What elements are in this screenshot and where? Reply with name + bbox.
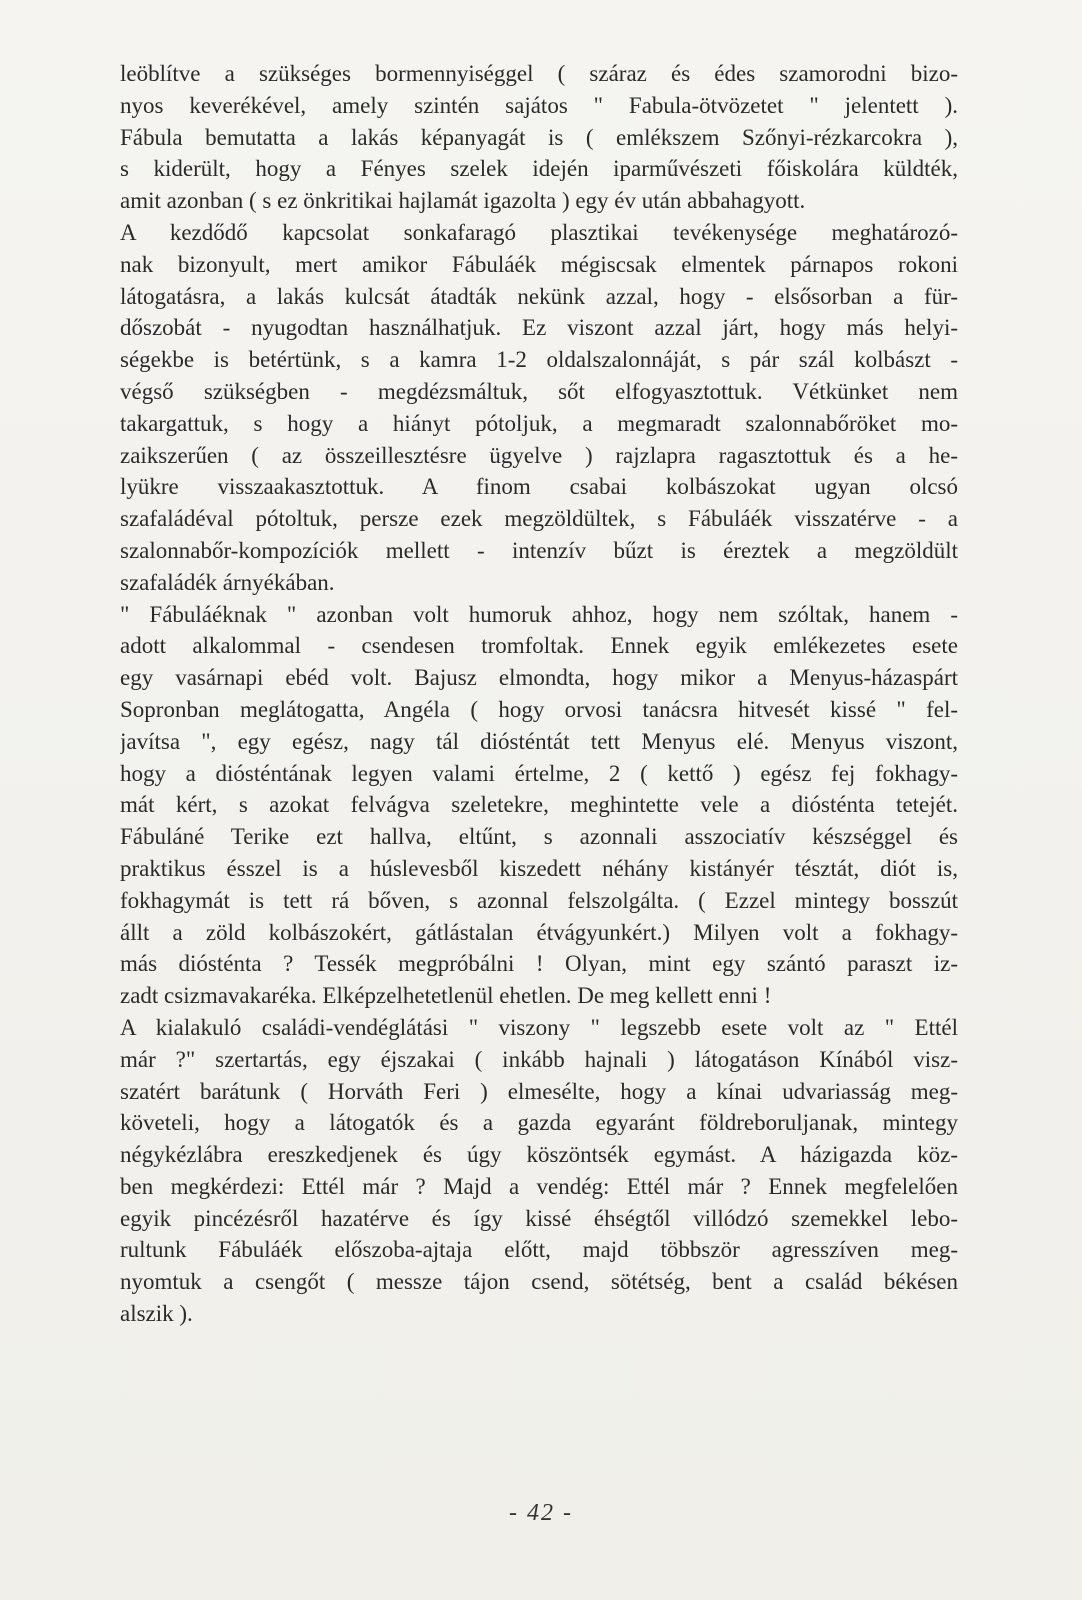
text-line: fokhagymát is tett rá bőven, s azonnal felszolgálta. ( Ezzel mintegy bosszút: [120, 887, 958, 913]
text-line: takargattuk, s hogy a hiányt pótoljuk, a megmaradt szalonnabőröket mo-: [120, 410, 958, 436]
text-line: adott alkalommal - csendesen tromfoltak. Ennek egyik emlékezetes esete: [120, 633, 958, 659]
text-line: dőszobát - nyugodtan használhatjuk. Ez viszont azzal járt, hogy más helyi-: [120, 315, 958, 341]
text-line: zadt csizmavakaréka. Elképzelhetetlenül ehetlen. De meg kellett enni !: [120, 983, 772, 1009]
text-line: szafaládék árnyékában.: [120, 569, 335, 595]
text-line: A kezdődő kapcsolat sonkafaragó plasztikai tevékenysége meghatározó-: [120, 219, 958, 245]
text-line: követeli, hogy a látogatók és a gazda egyaránt földreboruljanak, mintegy: [120, 1110, 958, 1136]
text-line: zaikszerűen ( az összeillesztésre ügyelve ) rajzlapra ragasztottuk és a he-: [120, 442, 958, 468]
text-line: nyos keverékével, amely szintén sajátos " Fabula-ötvözetet " jelentett ).: [120, 92, 958, 118]
text-line: egy vasárnapi ebéd volt. Bajusz elmondta, hogy mikor a Menyus-házaspárt: [120, 665, 958, 691]
text-line: javítsa ", egy egész, nagy tál diósténtát tett Menyus elé. Menyus viszont,: [120, 728, 958, 754]
page-number: - 42 -: [509, 1500, 573, 1526]
text-line: állt a zöld kolbászokért, gátlástalan étvágyunkért.) Milyen volt a fokhagy-: [120, 919, 958, 945]
text-line: négykézlábra ereszkedjenek és úgy köszöntsék egymást. A házigazda köz-: [120, 1142, 958, 1168]
text-line: leöblítve a szükséges bormennyiséggel ( száraz és édes szamorodni bizo-: [120, 61, 958, 86]
text-line: Fábuláné Terike ezt hallva, eltűnt, s azonnali asszociatív készséggel és: [120, 824, 958, 850]
body-text: [120, 58, 958, 1330]
text-line: szafaládéval pótoltuk, persze ezek megzöldültek, s Fábuláék visszatérve - a: [120, 506, 958, 532]
text-line: alszik ).: [120, 1301, 193, 1327]
text-line: nak bizonyult, mert amikor Fábuláék mégiscsak elmentek párnapos rokoni: [120, 251, 958, 277]
text-line: szatért barátunk ( Horváth Feri ) elmesélte, hogy a kínai udvariasság meg-: [120, 1078, 958, 1104]
text-line: ségekbe is betértünk, s a kamra 1-2 oldalszalonnáját, s pár szál kolbászt -: [120, 347, 958, 373]
text-line: nyomtuk a csengőt ( messze tájon csend, sötétség, bent a család békésen: [120, 1269, 958, 1295]
text-line: végső szükségben - megdézsmáltuk, sőt elfogyasztottuk. Vétkünket nem: [120, 378, 958, 404]
text-line: Fábula bemutatta a lakás képanyagát is ( emlékszem Szőnyi-rézkarcokra ),: [120, 124, 958, 150]
text-line: más diósténta ? Tessék megpróbálni ! Olyan, mint egy szántó paraszt iz-: [120, 951, 958, 977]
text-line: Sopronban meglátogatta, Angéla ( hogy orvosi tanácsra hitvesét kissé " fel-: [120, 696, 958, 722]
text-line: praktikus ésszel is a húslevesből kiszedett néhány kistányér tésztát, diót is,: [120, 855, 958, 881]
text-line: mát kért, s azokat felvágva szeletekre, meghintette vele a diósténta tetejét.: [120, 792, 958, 818]
text-line: szalonnabőr-kompozíciók mellett - intenzív bűzt is éreztek a megzöldült: [120, 537, 958, 563]
text-line: lyükre visszaakasztottuk. A finom csabai kolbászokat ugyan olcsó: [120, 474, 958, 500]
text-line: " Fábuláéknak " azonban volt humoruk ahhoz, hogy nem szóltak, hanem -: [120, 601, 958, 627]
text-line: ben megkérdezi: Ettél már ? Majd a vendég: Ettél már ? Ennek megfelelően: [120, 1173, 958, 1199]
text-line: rultunk Fábuláék előszoba-ajtaja előtt, majd többször agresszíven meg-: [120, 1237, 958, 1263]
text-line: s kiderült, hogy a Fényes szelek idején iparművészeti főiskolára küldték,: [120, 156, 958, 182]
text-line: már ?" szertartás, egy éjszakai ( inkább hajnali ) látogatáson Kínából visz-: [120, 1046, 958, 1072]
text-line: A kialakuló családi-vendéglátási " viszony " legszebb esete volt az " Ettél: [120, 1014, 958, 1040]
text-line: látogatásra, a lakás kulcsát átadták nekünk azzal, hogy - elsősorban a für-: [120, 283, 958, 309]
text-line: egyik pincézésről hazatérve és így kissé éhségtől villódzó szemekkel lebo-: [120, 1205, 958, 1231]
text-line: amit azonban ( s ez önkritikai hajlamát igazolta ) egy év után abbahagyott.: [120, 188, 806, 214]
text-line: hogy a diósténtának legyen valami értelme, 2 ( kettő ) egész fej fokhagy-: [120, 760, 958, 786]
